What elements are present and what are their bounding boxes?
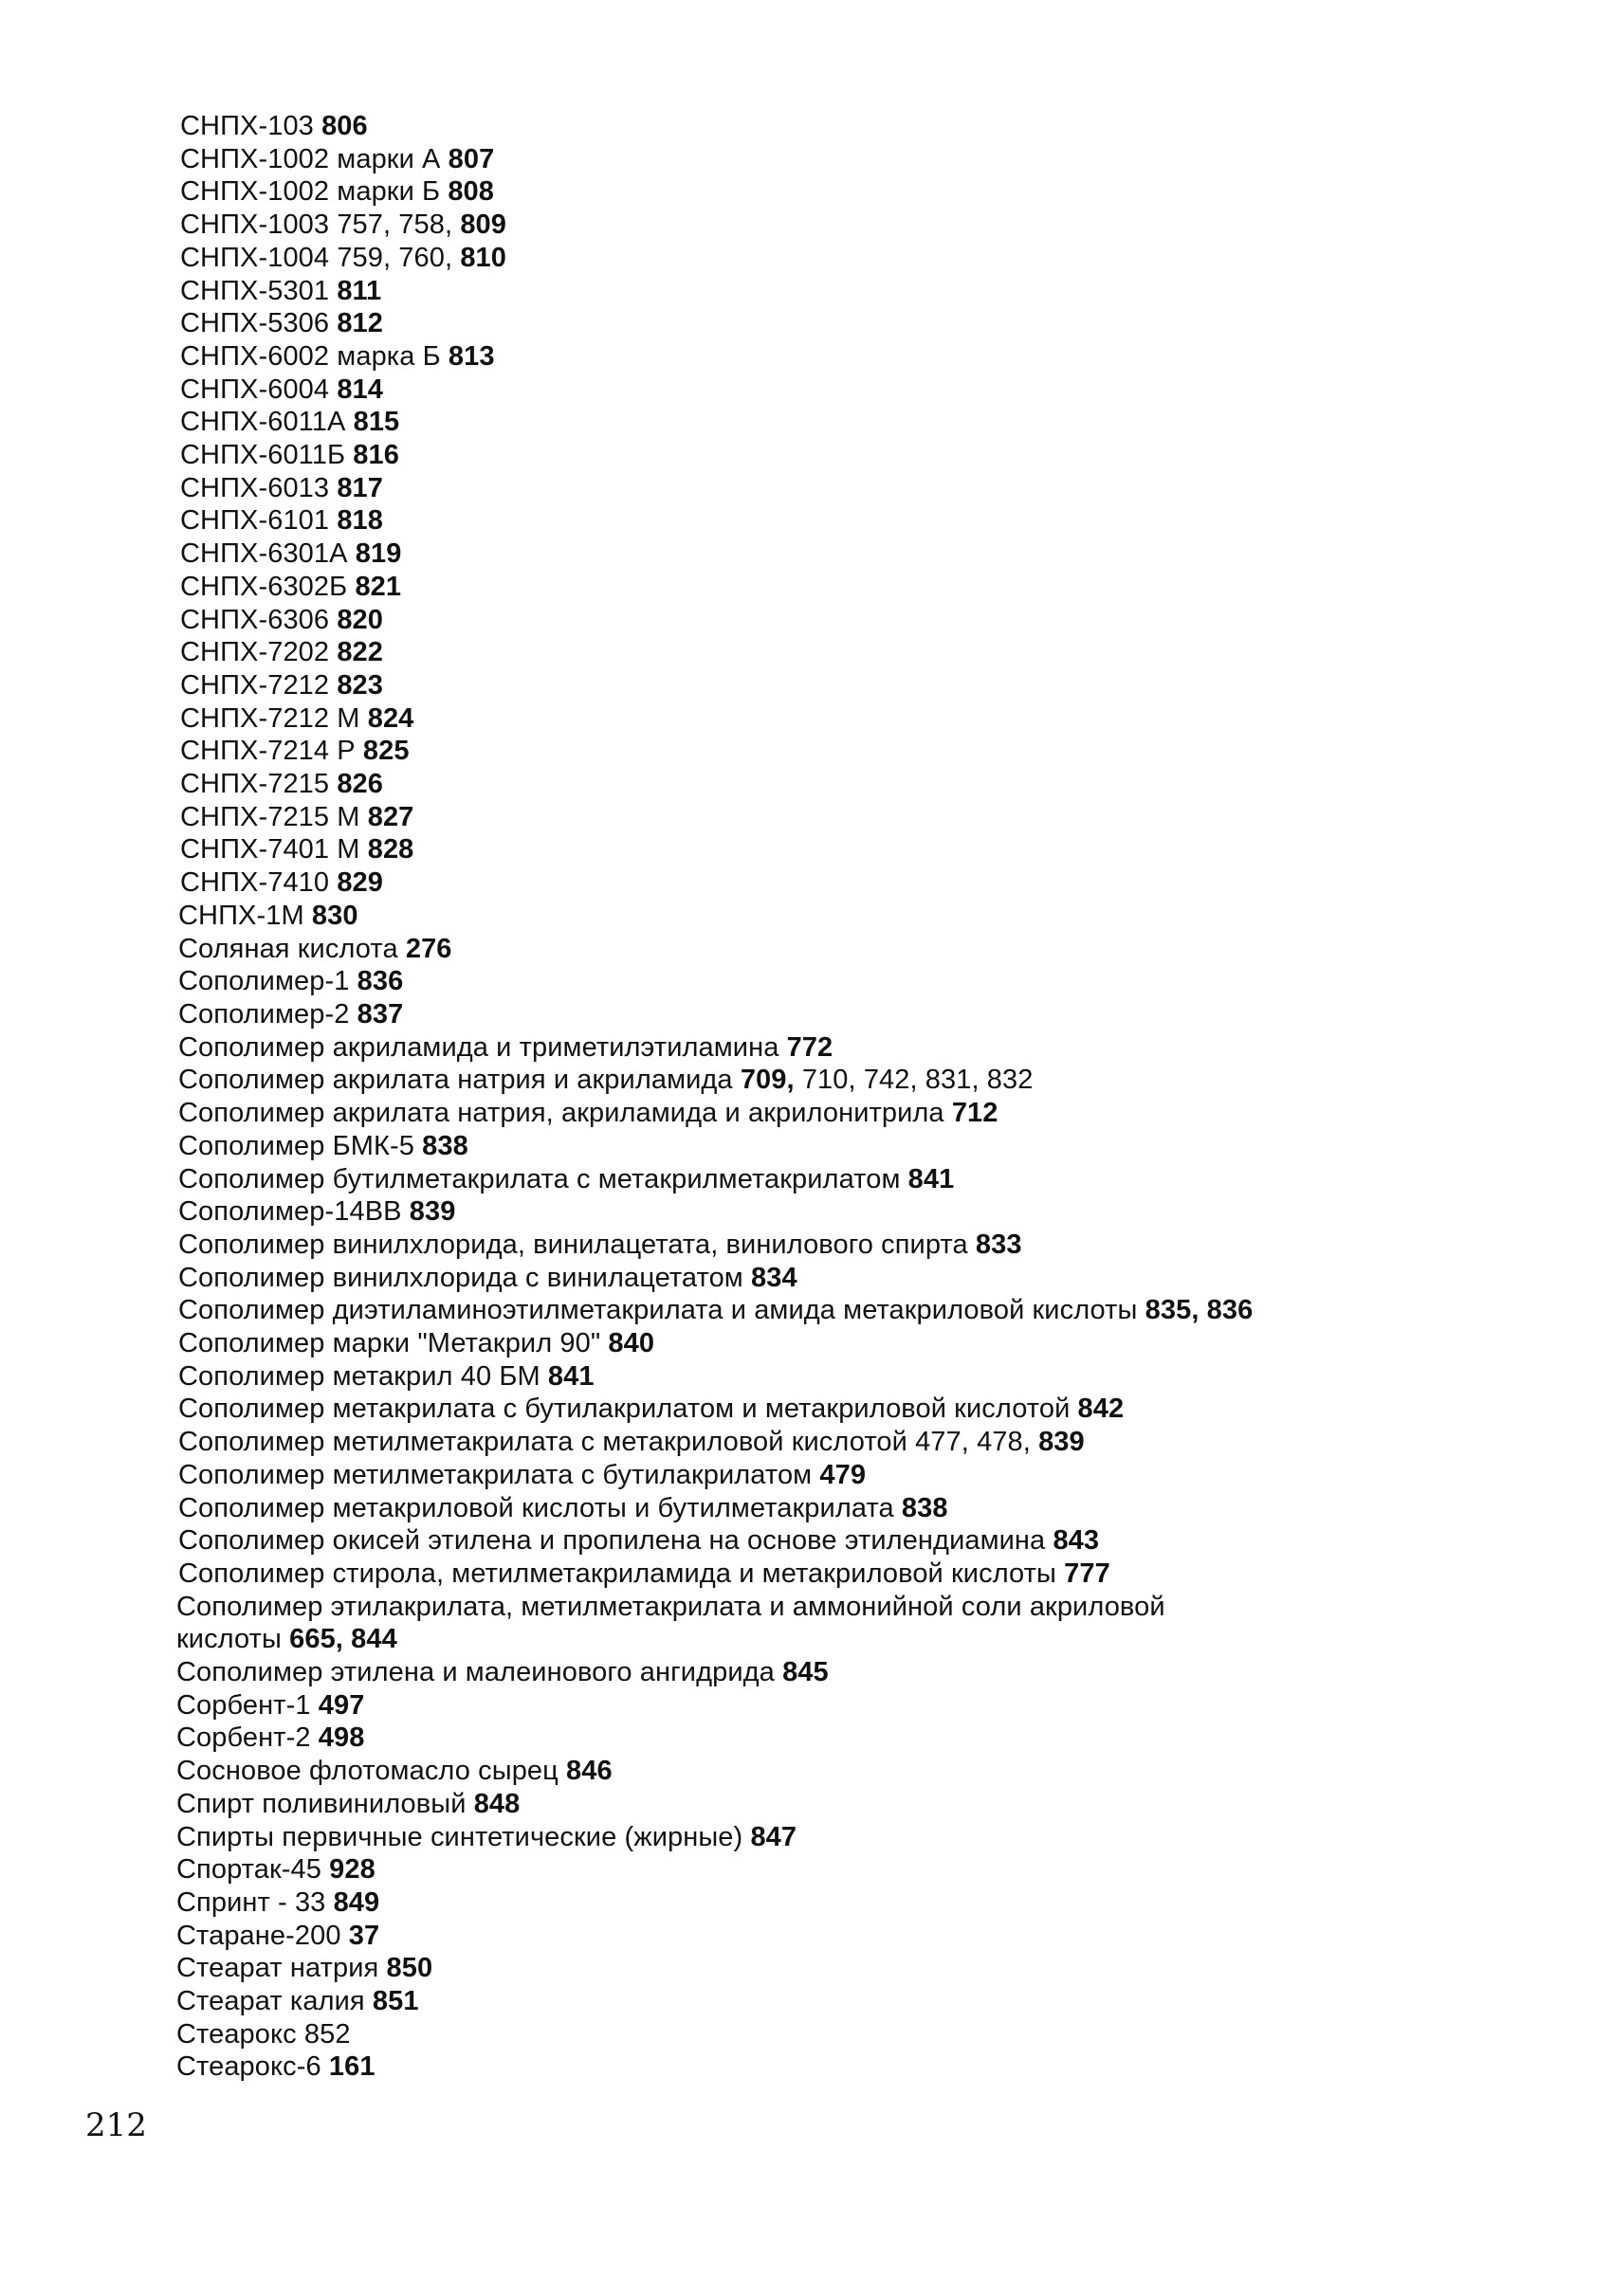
index-entry bbox=[0, 2050, 1612, 2084]
index-entry bbox=[0, 110, 1612, 143]
entry-term: Сополимер метилметакрилата с метакриловой кислотой bbox=[178, 1427, 916, 1458]
entry-term: Сополимер винилхлорида с винилацетатом bbox=[178, 1262, 751, 1293]
entry-term: СНПХ-7212 bbox=[180, 669, 338, 701]
entry-main-page-ref: 276 bbox=[405, 933, 452, 964]
entry-main-page-ref: 810 bbox=[460, 242, 506, 273]
entry-term: СНПХ-7202 bbox=[180, 637, 338, 668]
index-entry bbox=[0, 2018, 1612, 2051]
index-entry bbox=[0, 636, 1612, 669]
entry-term: Сополимер метакрил 40 БМ bbox=[178, 1360, 548, 1392]
entry-main-page-ref: 838 bbox=[901, 1492, 948, 1523]
page-number: 212 bbox=[85, 2106, 147, 2144]
entry-term: Спринт - 33 bbox=[176, 1886, 334, 1918]
entry-term: Сополимер диэтиламиноэтилметакрилата и амида метакриловой кислоты bbox=[178, 1295, 1145, 1326]
entry-main-page-ref: 813 bbox=[448, 340, 495, 372]
index-entry bbox=[0, 1097, 1612, 1130]
index-entry bbox=[0, 1130, 1612, 1163]
entry-term: Сополимер-14ВВ bbox=[178, 1196, 410, 1228]
index-entry bbox=[0, 504, 1612, 538]
entry-term: СНПХ-6302Б bbox=[180, 571, 356, 602]
entry-term: Спирты первичные синтетические (жирные) bbox=[176, 1821, 751, 1852]
index-entry bbox=[0, 1426, 1612, 1459]
entry-term: Сополимер окисей этилена и пропилена на основе этилендиамина bbox=[178, 1525, 1053, 1557]
index-entry bbox=[0, 1064, 1612, 1097]
entry-term: Сосновое флотомасло сырец bbox=[176, 1756, 567, 1787]
index-entry bbox=[0, 538, 1612, 571]
index-entry bbox=[0, 1623, 1612, 1656]
index-entry bbox=[0, 1229, 1612, 1262]
entry-main-page-ref: 498 bbox=[318, 1722, 365, 1754]
entry-term: СНПХ-7214 Р bbox=[180, 736, 363, 767]
entry-page-refs: 477, 478, bbox=[915, 1427, 1039, 1458]
index-entry bbox=[0, 1952, 1612, 1985]
index-entry bbox=[0, 175, 1612, 209]
entry-main-page-ref: 836 bbox=[357, 966, 404, 997]
index-entry bbox=[0, 374, 1612, 407]
entry-main-page-ref: 824 bbox=[367, 702, 414, 734]
entry-main-page-ref: 830 bbox=[311, 900, 358, 931]
index-entry bbox=[0, 1163, 1612, 1196]
entry-main-page-ref: 37 bbox=[348, 1920, 380, 1951]
index-entry bbox=[0, 1788, 1612, 1821]
entry-main-page-ref: 822 bbox=[337, 637, 383, 668]
entry-term: СНПХ-5306 bbox=[180, 308, 338, 339]
index-entry bbox=[0, 1393, 1612, 1426]
index-entry bbox=[0, 275, 1612, 308]
index-entry bbox=[0, 965, 1612, 998]
entry-main-page-ref: 828 bbox=[367, 834, 414, 866]
index-entry bbox=[0, 307, 1612, 340]
entry-term: кислоты bbox=[176, 1624, 290, 1655]
entry-term: Спирт поливиниловый bbox=[176, 1788, 474, 1819]
index-entry bbox=[0, 1524, 1612, 1558]
entry-term: Сополимер метакриловой кислоты и бутилметакрилата bbox=[178, 1492, 902, 1523]
index-list bbox=[0, 110, 1612, 2084]
index-entry bbox=[0, 1327, 1612, 1360]
index-entry bbox=[0, 900, 1612, 933]
index-entry bbox=[0, 406, 1612, 439]
index-entry bbox=[0, 933, 1612, 966]
entry-main-page-ref: 777 bbox=[1064, 1558, 1110, 1589]
entry-term: Сорбент-1 bbox=[176, 1689, 319, 1721]
entry-main-page-ref: 841 bbox=[907, 1163, 955, 1194]
entry-main-page-ref: 848 bbox=[473, 1788, 521, 1819]
entry-term: СНПХ-1002 марки А bbox=[180, 143, 449, 174]
entry-term: СНПХ-7212 М bbox=[180, 702, 368, 734]
entry-term: Соляная кислота bbox=[178, 933, 406, 964]
entry-term: СНПХ-6004 bbox=[180, 374, 338, 405]
entry-main-page-ref: 823 bbox=[337, 669, 383, 701]
entry-main-page-ref: 829 bbox=[337, 867, 383, 899]
entry-main-page-ref: 161 bbox=[328, 2051, 376, 2083]
entry-main-page-ref: 808 bbox=[448, 176, 495, 208]
entry-main-page-ref: 806 bbox=[321, 111, 368, 141]
entry-main-page-ref: 839 bbox=[1038, 1427, 1085, 1458]
entry-term: СНПХ-5301 bbox=[180, 275, 338, 306]
index-entry bbox=[0, 439, 1612, 472]
entry-main-page-ref: 841 bbox=[547, 1360, 595, 1392]
index-entry bbox=[0, 209, 1612, 242]
entry-main-page-ref: 809 bbox=[460, 210, 506, 241]
entry-main-page-ref: 811 bbox=[337, 275, 382, 306]
index-entry bbox=[0, 1821, 1612, 1854]
index-entry bbox=[0, 1656, 1612, 1689]
index-entry bbox=[0, 604, 1612, 637]
index-entry bbox=[0, 1262, 1612, 1295]
entry-main-page-ref: 837 bbox=[357, 998, 404, 1030]
entry-main-page-ref: 838 bbox=[422, 1130, 468, 1161]
entry-term: Сополимер стирола, метилметакриламида и метакриловой кислоты bbox=[178, 1558, 1065, 1589]
entry-main-page-ref: 840 bbox=[608, 1328, 655, 1359]
entry-term: СНПХ-1М bbox=[178, 900, 312, 931]
index-entry bbox=[0, 669, 1612, 702]
entry-term: СНПХ-6306 bbox=[180, 604, 338, 635]
entry-term: СНПХ-7215 bbox=[180, 769, 338, 800]
index-entry bbox=[0, 1195, 1612, 1229]
entry-page-refs: 759, 760, bbox=[337, 242, 461, 273]
index-entry bbox=[0, 866, 1612, 900]
entry-term: Сорбент-2 bbox=[176, 1722, 319, 1754]
entry-term: Сополимер акрилата натрия, акриламида и акрилонитрила bbox=[178, 1098, 952, 1129]
index-entry bbox=[0, 1853, 1612, 1886]
index-entry bbox=[0, 735, 1612, 768]
entry-term: Сополимер-1 bbox=[178, 966, 357, 997]
index-entry bbox=[0, 571, 1612, 604]
index-entry bbox=[0, 1689, 1612, 1722]
entry-term: СНПХ-1003 bbox=[180, 210, 338, 241]
entry-term: СНПХ-1004 bbox=[180, 242, 338, 273]
entry-main-page-ref: 833 bbox=[975, 1229, 1022, 1260]
entry-term: СНПХ-7215 М bbox=[180, 801, 368, 832]
index-entry bbox=[0, 702, 1612, 736]
entry-main-page-ref: 807 bbox=[448, 143, 495, 174]
index-entry bbox=[0, 1360, 1612, 1394]
index-entry bbox=[0, 472, 1612, 505]
entry-main-page-ref: 479 bbox=[819, 1459, 867, 1490]
entry-term: СНПХ-6011А bbox=[180, 407, 354, 438]
entry-term: Спортак-45 bbox=[176, 1854, 330, 1886]
index-entry bbox=[0, 1294, 1612, 1327]
index-entry bbox=[0, 143, 1612, 176]
entry-main-page-ref: 497 bbox=[318, 1689, 365, 1721]
entry-main-page-ref: 814 bbox=[337, 374, 383, 405]
entry-term: Стеарокс bbox=[176, 2018, 304, 2050]
entry-term: СНПХ-1002 марки Б bbox=[180, 176, 449, 208]
entry-term: Сополимер этилакрилата, метилметакрилата и аммонийной соли акриловой bbox=[176, 1591, 1165, 1622]
entry-term: Сополимер БМК-5 bbox=[178, 1130, 423, 1161]
entry-term: СНПХ-7401 М bbox=[180, 834, 368, 866]
entry-main-page-ref: 842 bbox=[1077, 1394, 1125, 1425]
index-entry bbox=[0, 242, 1612, 275]
index-entry bbox=[0, 340, 1612, 374]
index-entry bbox=[0, 801, 1612, 834]
entry-term: Стеарат калия bbox=[176, 1986, 373, 2017]
index-entry bbox=[0, 1886, 1612, 1920]
index-entry bbox=[0, 1920, 1612, 1953]
entry-main-page-ref: 843 bbox=[1053, 1525, 1100, 1557]
entry-page-refs: 852 bbox=[303, 2018, 351, 2050]
entry-term: Стеарокс-6 bbox=[176, 2051, 329, 2083]
entry-main-page-ref: 820 bbox=[337, 604, 383, 635]
entry-term: СНПХ-6101 bbox=[180, 505, 338, 537]
entry-page-refs: 710, 742, 831, 832 bbox=[794, 1065, 1034, 1096]
entry-main-page-ref: 817 bbox=[337, 472, 383, 503]
entry-term: СНПХ-6301А bbox=[180, 538, 356, 570]
entry-main-page-ref: 827 bbox=[367, 801, 414, 832]
entry-term: Сополимер марки "Метакрил 90" bbox=[178, 1328, 609, 1359]
entry-term: СНПХ-103 bbox=[180, 111, 322, 141]
index-entry bbox=[0, 1492, 1612, 1525]
index-entry bbox=[0, 1985, 1612, 2018]
entry-term: Сополимер-2 bbox=[178, 998, 357, 1030]
index-entry bbox=[0, 1591, 1612, 1624]
entry-main-page-ref: 815 bbox=[353, 407, 400, 438]
entry-term: Сополимер бутилметакрилата с метакрилметакрилатом bbox=[178, 1163, 908, 1194]
entry-main-page-ref: 665, 844 bbox=[289, 1624, 397, 1655]
entry-main-page-ref: 826 bbox=[337, 769, 383, 800]
entry-main-page-ref: 772 bbox=[786, 1031, 833, 1063]
index-entry bbox=[0, 1755, 1612, 1788]
entry-main-page-ref: 825 bbox=[362, 736, 410, 767]
entry-main-page-ref: 812 bbox=[337, 308, 383, 339]
index-entry bbox=[0, 998, 1612, 1031]
index-entry bbox=[0, 833, 1612, 866]
entry-main-page-ref: 851 bbox=[372, 1986, 419, 2017]
entry-main-page-ref: 845 bbox=[782, 1657, 829, 1688]
entry-term: Сополимер этилена и малеинового ангидрида bbox=[176, 1657, 783, 1688]
entry-term: Сополимер акриламида и триметилэтиламина bbox=[178, 1031, 787, 1063]
entry-main-page-ref: 928 bbox=[329, 1854, 376, 1886]
entry-term: Сополимер метакрилата с бутилакрилатом и метакриловой кислотой bbox=[178, 1394, 1078, 1425]
entry-main-page-ref: 818 bbox=[337, 505, 383, 537]
entry-main-page-ref: 709, bbox=[740, 1065, 795, 1096]
entry-main-page-ref: 821 bbox=[355, 571, 402, 602]
index-entry bbox=[0, 1722, 1612, 1755]
entry-term: СНПХ-6011Б bbox=[180, 440, 354, 471]
entry-term: Сополимер винилхлорида, винилацетата, винилового спирта bbox=[178, 1229, 976, 1260]
entry-main-page-ref: 712 bbox=[951, 1098, 998, 1129]
entry-main-page-ref: 816 bbox=[353, 440, 399, 471]
entry-term: СНПХ-6013 bbox=[180, 472, 338, 503]
entry-main-page-ref: 839 bbox=[409, 1196, 456, 1228]
index-entry bbox=[0, 1459, 1612, 1492]
entry-term: СНПХ-6002 марка Б bbox=[180, 340, 449, 372]
entry-main-page-ref: 835, 836 bbox=[1145, 1295, 1254, 1326]
index-entry bbox=[0, 1031, 1612, 1065]
entry-main-page-ref: 846 bbox=[566, 1756, 613, 1787]
entry-main-page-ref: 819 bbox=[355, 538, 402, 570]
entry-main-page-ref: 850 bbox=[386, 1953, 433, 1984]
entry-term: Сополимер акрилата натрия и акриламида bbox=[178, 1065, 741, 1096]
entry-main-page-ref: 849 bbox=[333, 1886, 380, 1918]
entry-main-page-ref: 834 bbox=[751, 1262, 797, 1293]
index-entry bbox=[0, 1558, 1612, 1591]
index-entry bbox=[0, 768, 1612, 801]
entry-term: Стеарат натрия bbox=[176, 1953, 387, 1984]
entry-main-page-ref: 847 bbox=[750, 1821, 797, 1852]
entry-term: Сополимер метилметакрилата с бутилакрилатом bbox=[178, 1459, 820, 1490]
entry-term: СНПХ-7410 bbox=[180, 867, 338, 899]
entry-term: Старане-200 bbox=[176, 1920, 349, 1951]
entry-page-refs: 757, 758, bbox=[337, 210, 461, 241]
